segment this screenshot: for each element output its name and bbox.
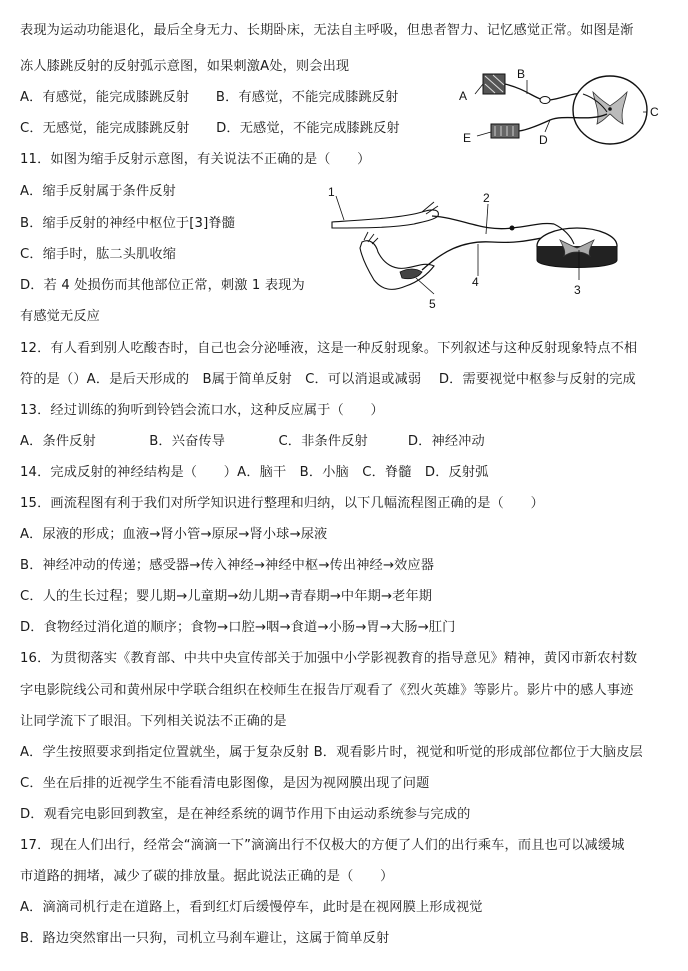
knee-jerk-reflex-arc-diagram	[455, 62, 670, 157]
q15-option-b: B．神经冲动的传递；感受器→传入神经→神经中枢→传出神经→效应器	[20, 558, 435, 573]
sensory-nerve-2	[432, 216, 554, 229]
label-5: 5	[429, 297, 436, 311]
q15-option-c: C．人的生长过程；婴儿期→儿童期→幼儿期→青春期→中年期→老年期	[20, 589, 433, 604]
label-a: A	[459, 89, 468, 103]
label-b: B	[517, 67, 526, 81]
q13-options: A．条件反射 B．兴奋传导 C．非条件反射 D．神经冲动	[20, 434, 485, 449]
q11-option-c: C．缩手时，肱二头肌收缩	[20, 247, 177, 262]
q11-option-a: A．缩手反射属于条件反射	[20, 184, 176, 199]
q13-stem: 13．经过训练的狗听到铃铛会流口水，这种反应属于（ ）	[20, 403, 384, 418]
q16-line-2: 字电影院线公司和黄州尿中学联合组织在校师生在报告厅观看了《烈火英雄》等影片。影片中的感人事迹	[20, 683, 634, 698]
q16-line-1: 16．为贯彻落实《教育部、中共中央宣传部关于加强中小学影视教育的指导意见》精神，黄冈市新农村数	[20, 651, 638, 666]
hand-receptor-1	[332, 210, 438, 228]
q16-line-3: 让同学流下了眼泪。下列相关说法不正确的是	[20, 714, 287, 729]
label-4: 4	[472, 275, 479, 289]
q11-stem: 11．如图为缩手反射示意图，有关说法不正确的是（ ）	[20, 152, 371, 167]
q17-line-1: 17．现在人们出行，经常会“滴滴一下”滴滴出行不仅极大的方便了人们的出行乘车，而且也可以减缓城	[20, 838, 625, 853]
label-2: 2	[483, 191, 490, 205]
motor-nerve-4	[422, 236, 554, 270]
q11-option-d: D．若 4 处损伤而其他部位正常，刺激 1 表现为	[20, 278, 305, 293]
q16-options-ab: A．学生按照要求到指定位置就坐，属于复杂反射 B．观看影片时，视觉和听觉的形成部位都位于大脑皮层	[20, 745, 643, 760]
arm-effector	[360, 241, 434, 290]
q14-line: 14．完成反射的神经结构是（ ）A．脑干 B．小脑 C．脊髓 D．反射弧	[20, 465, 489, 480]
q16-option-c: C．坐在后排的近视学生不能看清电影图像，是因为视网膜出现了问题	[20, 776, 430, 791]
q17-option-b: B．路边突然窜出一只狗，司机立马刹车避让，这属于简单反射	[20, 931, 390, 946]
label-1: 1	[328, 185, 335, 199]
label-c: C	[650, 105, 659, 119]
withdrawal-reflex-diagram	[322, 182, 622, 317]
q17-line-2: 市道路的拥堵，减少了碳的排放量。据此说法正确的是（ ）	[20, 869, 394, 884]
intro-line-2: 冻人膝跳反射的反射弧示意图，如果刺激A处，则会出现	[20, 59, 350, 74]
q15-option-d: D．食物经过消化道的顺序；食物→口腔→咽→食道→小肠→胃→大肠→肛门	[20, 620, 456, 635]
label-d: D	[539, 133, 548, 147]
q10-options-cd: C．无感觉，能完成膝跳反射 D．无感觉，不能完成膝跳反射	[20, 121, 400, 136]
q15-stem: 15．画流程图有利于我们对所学知识进行整理和归纳，以下几幅流程图正确的是（ ）	[20, 496, 544, 511]
q10-options-ab: A．有感觉，能完成膝跳反射 B．有感觉，不能完成膝跳反射	[20, 90, 399, 105]
q17-option-a: A．滴滴司机行走在道路上，看到红灯后缓慢停车，此时是在视网膜上形成视觉	[20, 900, 483, 915]
q11-option-b: B．缩手反射的神经中枢位于[3]脊髓	[20, 216, 236, 231]
q11-option-d-continued: 有感觉无反应	[20, 309, 101, 324]
intro-line-1: 表现为运动功能退化，最后全身无力、长期卧床，无法自主呼吸，但患者智力、记忆感觉正常。如图是渐	[20, 23, 634, 38]
label-e: E	[463, 131, 472, 145]
q12-line-1: 12．有人看到别人吃酸杏时，自己也会分泌唾液，这是一种反射现象。下列叙述与这种反射现象特点不相	[20, 341, 638, 356]
ganglion	[540, 97, 550, 104]
label-3: 3	[574, 283, 581, 297]
q15-option-a: A．尿液的形成；血液→肾小管→原尿→肾小球→尿液	[20, 527, 328, 542]
q16-option-d: D．观看完电影回到教室，是在神经系统的调节作用下由运动系统参与完成的	[20, 807, 471, 822]
q12-line-2: 符的是（）A．是后天形成的 B属于简单反射 C．可以消退或减弱 D．需要视觉中枢参与反射的完成	[20, 372, 636, 387]
ganglion-2	[510, 226, 515, 231]
